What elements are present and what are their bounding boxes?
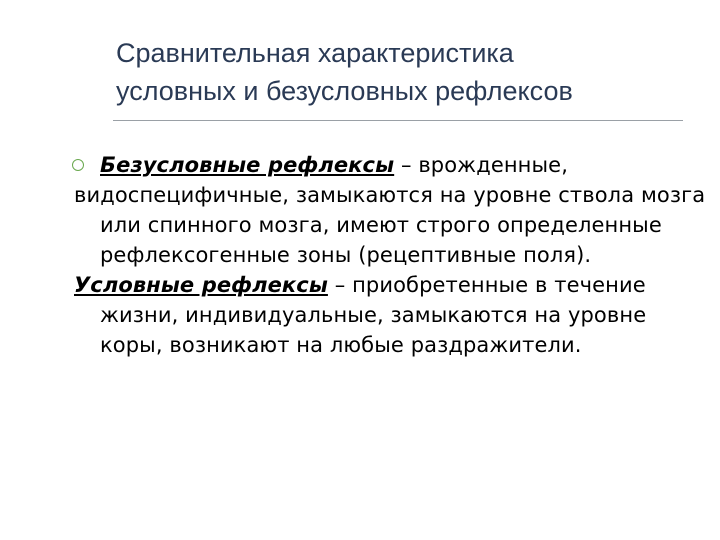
slide-title — [116, 34, 696, 110]
unconditioned-description: видоспецифичные, замыкаются на уровне ствола мозга или спинного мозга, имеют строго определенные рефлексогенные зоны (рецептивные поля). — [74, 183, 706, 267]
paragraph-unconditioned — [74, 150, 709, 180]
conditioned-description: – приобретенные в течение жизни, индивидуальные, замыкаются на уровне коры, возникают на любые раздражители. — [100, 273, 647, 357]
paragraph-conditioned — [74, 270, 709, 360]
term-conditioned: Условные рефлексы — [74, 273, 328, 297]
title-divider — [113, 120, 683, 121]
slide-body — [74, 150, 709, 360]
unconditioned-lead: – врожденные, — [394, 153, 568, 177]
paragraph-unconditioned-lead-wrap — [74, 153, 568, 177]
slide-title-line-2: условных и безусловных рефлексов — [116, 76, 573, 106]
term-unconditioned: Безусловные рефлексы — [100, 153, 395, 177]
paragraph-unconditioned-continued — [74, 180, 709, 270]
circle-bullet-icon — [72, 159, 84, 171]
slide-title-line-1: Сравнительная характеристика — [116, 38, 514, 68]
